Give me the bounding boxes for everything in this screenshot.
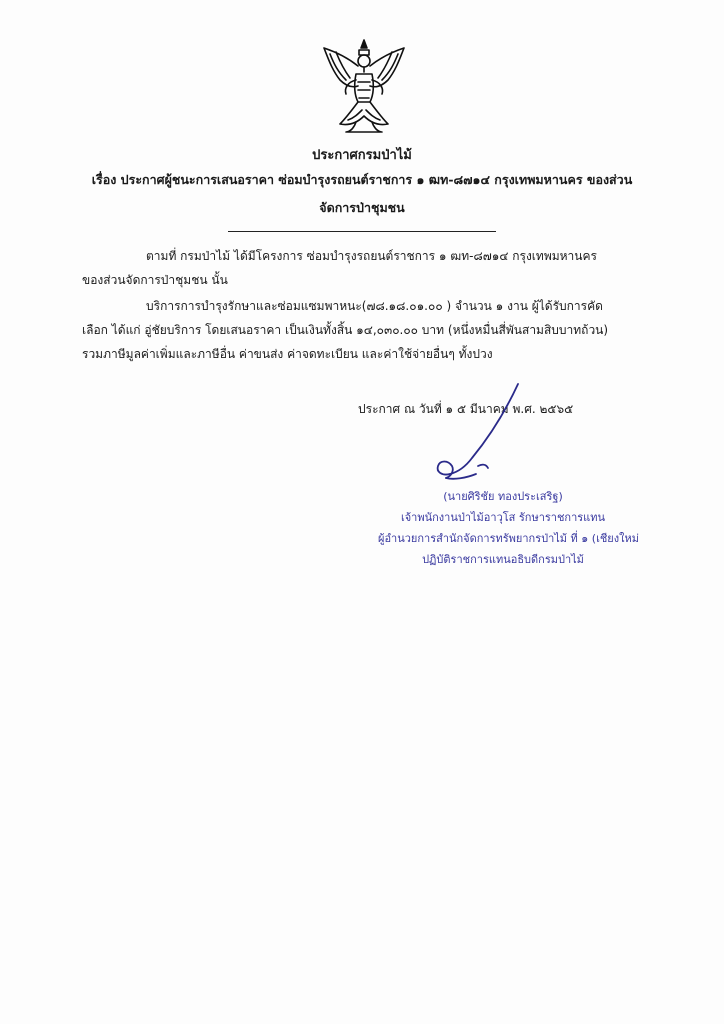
paragraph-winner-text: บริการการบำรุงรักษาและซ่อมแซมพาหนะ(๗๘.๑๘.๐๑.๐๐ ) จำนวน ๑ งาน ผู้ได้รับการคัดเลือก ได้แก่ อู่ชัยบริการ โดยเสนอราคา เป็นเงินทั้งสิ้น ๑๔,๐๓๐.๐๐ บาท (หนึ่งหมื่นสี่พันสามสิบบาทถ้วน) รวมภาษีมูลค่าเพิ่มและภาษีอื่น ค่าขนส่ง ค่าจดทะเบียน และค่าใช้จ่ายอื่นๆ ทั้งปวง [82,299,609,361]
paragraph-project [82,244,622,292]
handwritten-signature [380,380,540,490]
page-title: ประกาศกรมป่าไม้ [312,148,412,163]
signature-block [378,486,639,570]
garuda-emblem-icon [318,36,410,136]
paragraph-project-text: ตามที่ กรมป่าไม้ ได้มีโครงการ ซ่อมบำรุงรถยนต์ราชการ ๑ ฒท-๘๗๑๔ กรุงเทพมหานคร ของส่วนจัดการป่าชุมชน นั้น [82,249,597,287]
announcement-subject: เรื่อง ประกาศผู้ชนะการเสนอราคา ซ่อมบำรุงรถยนต์ราชการ ๑ ฒท-๘๗๑๔ กรุงเทพมหานคร ของส่วนจัดการป่าชุมชน [91,172,633,215]
divider [228,231,496,232]
signatory-name: (นายศิริชัย ทองประเสริฐ) [443,490,563,503]
paragraph-winner [82,294,622,366]
announcement-date: ประกาศ ณ วันที่ ๑ ๕ มีนาคม พ.ศ. ๒๕๖๕ [358,402,574,416]
signatory-position-1: เจ้าพนักงานป่าไม้อาวุโส รักษาราชการแทน [400,511,606,524]
signatory-position-3: ปฏิบัติราชการแทนอธิบดีกรมป่าไม้ [422,553,584,566]
signatory-position-2: ผู้อำนวยการสำนักจัดการทรัพยากรป่าไม้ ที่ ๑ (เชียงใหม่ [378,532,639,545]
